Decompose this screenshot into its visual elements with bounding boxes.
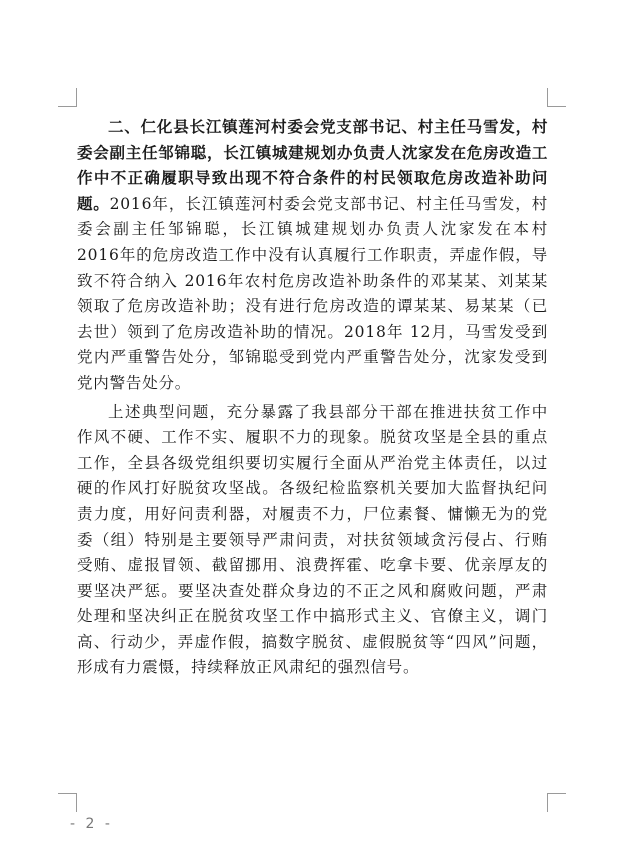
- document-body: [77, 115, 548, 681]
- paragraph-case-two: [77, 115, 548, 397]
- crop-mark-top-right: [547, 88, 566, 107]
- page-number: - 2 -: [70, 816, 113, 832]
- case-body: 2016年，长江镇莲河村委会党支部书记、村主任马雪发，村委会副主任邹锦聪，长江镇城建规划办负责人沈家发在本村 2016年的危房改造工作中没有认真履行工作职责，弄虚作假，导致不符合纳入 2016年农村危房改造补助条件的邓某某、刘某某领取了危房改造补助；没有进行危房改造的谭某某、易某某（已去世）领到了危房改造补助的情况。2018年 12月，马雪发受到党内严重警告处分，邹锦聪受到党内严重警告处分，沈家发受到党内警告处分。: [77, 194, 548, 392]
- paragraph-summary: 上述典型问题，充分暴露了我县部分干部在推进扶贫工作中作风不硬、工作不实、履职不力的现象。脱贫攻坚是全县的重点工作，全县各级党组织要切实履行全面从严治党主体责任，以过硬的作风打好脱贫攻坚战。各级纪检监察机关要加大监督执纪问责力度，用好问责利器，对履责不力，尸位素餐、慵懒无为的党委（组）特别是主要领导严肃问责，对扶贫领域贪污侵占、行贿受贿、虚报冒领、截留挪用、浪费挥霍、吃拿卡要、优亲厚友的要坚决严惩。要坚决查处群众身边的不正之风和腐败问题，严肃处理和坚决纠正在脱贫攻坚工作中搞形式主义、官僚主义，调门高、行动少，弄虚作假，搞数字脱贫、虚假脱贫等“四风”问题，形成有力震慑，持续释放正风肃纪的强烈信号。: [77, 402, 548, 677]
- crop-mark-bottom-left: [58, 793, 77, 812]
- case-heading: 二、仁化县长江镇莲河村委会党支部书记、村主任马雪发，村委会副主任邹锦聪，长江镇城建规划办负责人沈家发在危房改造工作中不正确履职导致出现不符合条件的村民领取危房改造补助问题。: [77, 118, 548, 213]
- crop-mark-bottom-right: [547, 793, 566, 812]
- crop-mark-top-left: [58, 88, 77, 107]
